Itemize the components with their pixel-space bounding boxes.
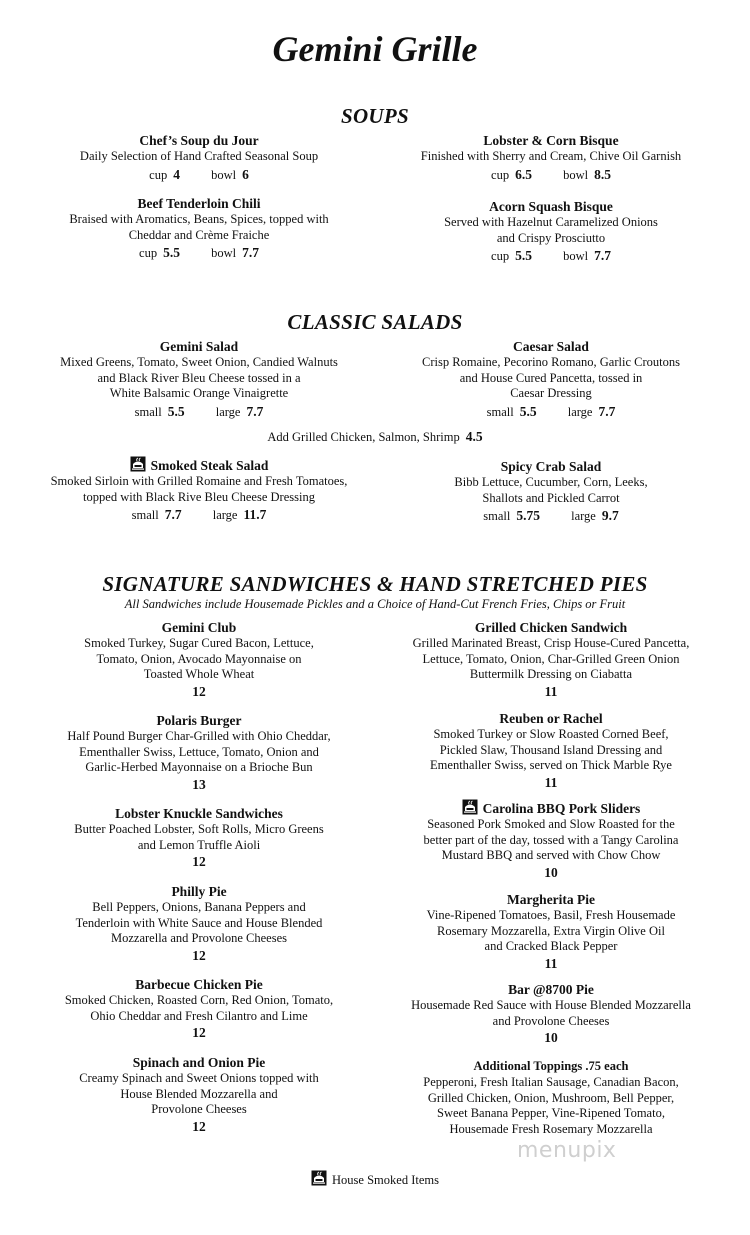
size-label: cup (139, 246, 158, 260)
item-name: Gemini Club (161, 620, 237, 635)
size-label: cup (491, 167, 510, 182)
size-label: bowl (211, 167, 237, 182)
item-name: Acorn Squash Bisque (489, 199, 613, 214)
item-name: Margherita Pie (506, 892, 596, 907)
item-name: Spinach and Onion Pie (132, 1055, 266, 1070)
menu-item (10, 132, 388, 183)
addon-price: 4.5 (465, 429, 483, 444)
item-description: Half Pound Burger Char-Grilled with Ohio Cheddar, Ementhaller Swiss, Lettuce, Tomato, Onion and Garlic-Herbed Mayonnaise on a Brioche Bun (67, 729, 331, 774)
item-description: Smoked Chicken, Roasted Corn, Red Onion, Tomato, Ohio Cheddar and Fresh Cilantro and Lime (64, 993, 334, 1023)
size-label: cup (149, 167, 168, 182)
item-description: Bell Peppers, Onions, Banana Peppers and Tenderloin with White Sauce and House Blended Mozzarella and Provolone Cheeses (75, 900, 323, 945)
price: 12 (192, 854, 206, 869)
price: 11 (544, 955, 558, 971)
item-prices (370, 248, 732, 264)
item-name: Smoked Steak Salad (150, 458, 269, 473)
price: 5.75 (516, 508, 540, 523)
item-prices (10, 404, 388, 420)
item-name: Lobster Knuckle Sandwiches (115, 806, 283, 821)
item-prices (10, 245, 388, 261)
sandwiches-note: All Sandwiches include Housemade Pickles and a Choice of Hand-Cut French Fries, Chips or Fruit (124, 597, 626, 611)
item-description: Creamy Spinach and Sweet Onions topped with House Blended Mozzarella and Provolone Cheeses (79, 1071, 319, 1116)
smoker-icon (462, 799, 478, 815)
price: 5.5 (515, 248, 532, 263)
price: 7.7 (594, 248, 611, 263)
menu-item (10, 976, 388, 1041)
price: 12 (192, 683, 206, 699)
menu-item (370, 981, 732, 1046)
item-description: Bibb Lettuce, Cucumber, Corn, Leeks, Shallots and Pickled Carrot (454, 475, 648, 505)
price: 10 (544, 864, 558, 880)
item-description: Pepperoni, Fresh Italian Sausage, Canadian Bacon, Grilled Chicken, Onion, Mushroom, Bell Pepper, Sweet Banana Pepper, Vine-Ripened Tomato, Housemade Fresh Rosemary Mozzarella (423, 1075, 679, 1136)
menu-item (10, 195, 388, 261)
price: 13 (192, 776, 206, 792)
size-label: bowl (563, 249, 589, 263)
soups-heading: SOUPS (340, 104, 410, 128)
legend (0, 1170, 750, 1188)
price: 11 (544, 683, 558, 699)
item-description: Daily Selection of Hand Crafted Seasonal Soup (79, 149, 319, 163)
item-name: Barbecue Chicken Pie (135, 977, 263, 992)
salad-addon (0, 429, 750, 445)
item-prices (10, 507, 388, 523)
item-name: Caesar Salad (513, 339, 589, 354)
size-label: large (212, 508, 238, 522)
menu-item (370, 1058, 732, 1137)
watermark: menupix (517, 1138, 617, 1163)
menu-item (10, 338, 388, 420)
item-description: Butter Poached Lobster, Soft Rolls, Micro Greens and Lemon Truffle Aioli (74, 822, 324, 852)
item-name: Reuben or Rachel (499, 711, 603, 726)
menu-item (10, 883, 388, 964)
item-description: Smoked Sirloin with Grilled Romaine and Fresh Tomatoes, topped with Black Rive Bleu Cheese Dressing (50, 474, 348, 504)
item-name: Grilled Chicken Sandwich (474, 620, 628, 635)
item-description: Seasoned Pork Smoked and Slow Roasted for the better part of the day, tossed with a Tangy Carolina Mustard BBQ and served with Chow Chow (423, 817, 679, 862)
menu-item (10, 456, 388, 523)
item-name: Gemini Salad (159, 339, 239, 354)
menu-item (370, 458, 732, 524)
price: 9.7 (601, 508, 619, 523)
menu-item (370, 132, 732, 183)
price: 7.7 (598, 403, 616, 419)
menu-item (10, 712, 388, 793)
item-name: Polaris Burger (156, 713, 242, 728)
size-label: small (483, 509, 511, 523)
price: 7.7 (246, 403, 264, 419)
menu-item (370, 619, 732, 700)
item-name: Philly Pie (171, 884, 227, 899)
price: 6 (242, 166, 249, 182)
item-description: Smoked Turkey or Slow Roasted Corned Beef, Pickled Slaw, Thousand Island Dressing and Ementhaller Swiss, served on Thick Marble Rye (430, 727, 672, 772)
size-label: bowl (211, 246, 237, 260)
price: 12 (192, 1025, 206, 1040)
price: 6.5 (515, 166, 532, 182)
price: 10 (544, 1030, 558, 1045)
item-description: Finished with Sherry and Cream, Chive Oil Garnish (420, 149, 682, 163)
item-prices (370, 508, 732, 524)
menu-item (10, 619, 388, 700)
item-description: Grilled Marinated Breast, Crisp House-Cured Pancetta, Lettuce, Tomato, Onion, Char-Grilled Green Onion Buttermilk Dressing on Ciabatta (412, 636, 690, 681)
item-name: Bar @8700 Pie (508, 982, 594, 997)
menu-item (370, 891, 732, 972)
item-name-row (370, 799, 732, 817)
size-label: small (134, 404, 162, 419)
item-name: Carolina BBQ Pork Sliders (482, 801, 641, 816)
price: 12 (192, 947, 206, 963)
smoker-icon (311, 1170, 327, 1186)
item-name: Chef’s Soup du Jour (139, 133, 259, 148)
item-description: Braised with Aromatics, Beans, Spices, topped with Cheddar and Crème Fraiche (69, 212, 329, 242)
size-label: bowl (563, 167, 589, 182)
price: 4 (173, 166, 180, 182)
item-description: Served with Hazelnut Caramelized Onions and Crispy Prosciutto (444, 215, 658, 245)
item-description: Crisp Romaine, Pecorino Romano, Garlic Croutons and House Cured Pancetta, tossed in Caesar Dressing (422, 355, 680, 400)
salads-heading: CLASSIC SALADS (287, 310, 463, 334)
size-label: cup (491, 249, 510, 263)
size-label: large (571, 509, 596, 523)
item-name: Additional Toppings .75 each (473, 1059, 629, 1073)
menu-item (370, 710, 732, 791)
item-prices (10, 167, 388, 183)
item-description: Smoked Turkey, Sugar Cured Bacon, Lettuce, Tomato, Onion, Avocado Mayonnaise on Toasted Whole Wheat (84, 636, 314, 681)
menu-item (370, 198, 732, 264)
item-name: Spicy Crab Salad (500, 459, 602, 474)
price: 5.5 (519, 403, 537, 419)
menu-item (370, 799, 732, 881)
price: 7.7 (242, 245, 259, 260)
size-label: small (486, 404, 514, 419)
price: 7.7 (164, 507, 182, 522)
item-name: Beef Tenderloin Chili (137, 196, 261, 211)
size-label: large (567, 404, 593, 419)
legend-text: House Smoked Items (332, 1173, 439, 1187)
item-prices (370, 404, 732, 420)
menu-item (10, 1054, 388, 1135)
price: 5.5 (167, 403, 185, 419)
menu-item (10, 805, 388, 870)
addon-text: Add Grilled Chicken, Salmon, Shrimp (267, 430, 460, 444)
menu-item (370, 338, 732, 420)
item-description: Mixed Greens, Tomato, Sweet Onion, Candied Walnuts and Black River Bleu Cheese tossed in a White Balsamic Orange Vinaigrette (60, 355, 338, 400)
item-description: Vine-Ripened Tomatoes, Basil, Fresh Housemade Rosemary Mozzarella, Extra Virgin Olive Oil and Cracked Black Pepper (426, 908, 676, 953)
item-description: Housemade Red Sauce with House Blended Mozzarella and Provolone Cheeses (411, 998, 691, 1028)
item-name-row (10, 456, 388, 474)
size-label: small (131, 508, 159, 522)
sandwiches-heading: SIGNATURE SANDWICHES & HAND STRETCHED PIES (102, 572, 648, 596)
price: 11 (544, 774, 558, 790)
price: 8.5 (594, 166, 611, 182)
price: 12 (192, 1118, 206, 1134)
menu-title: Gemini Grille (272, 29, 478, 69)
price: 11.7 (243, 507, 267, 522)
item-name: Lobster & Corn Bisque (483, 133, 619, 148)
item-prices (370, 167, 732, 183)
smoker-icon (130, 456, 146, 472)
price: 5.5 (163, 245, 180, 260)
size-label: large (215, 404, 241, 419)
